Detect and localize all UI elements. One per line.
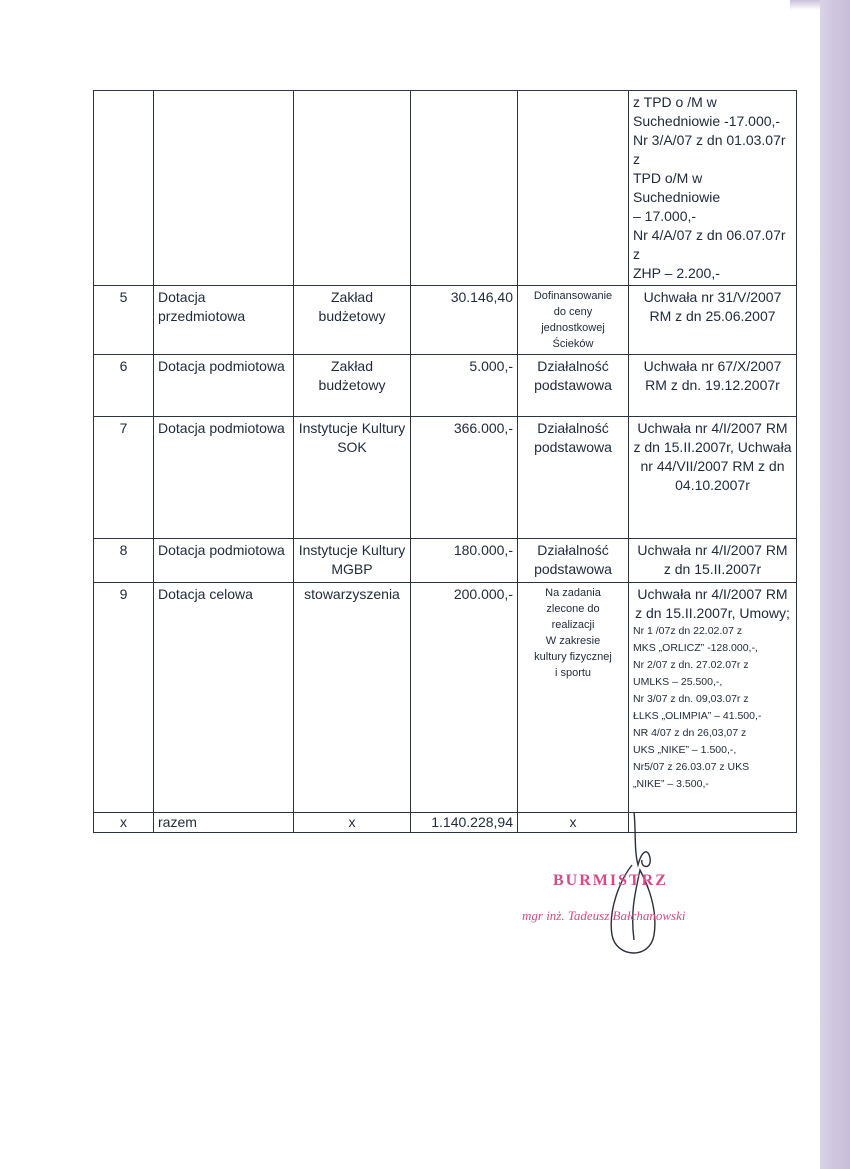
subsidy-type: Dotacja podmiotowa [154, 355, 294, 417]
basis-line: UMLKS – 25.500,-, [633, 676, 723, 688]
amount: 5.000,- [411, 355, 518, 417]
amount: 366.000,- [411, 417, 518, 539]
basis-line: Nr 1 /07z dn 22.02.07 z [633, 625, 743, 637]
subsidy-type [154, 91, 294, 286]
purpose-line: Dofinansowanie [533, 290, 613, 302]
total-label: razem [154, 813, 294, 833]
purpose: Działalność podstawowa [518, 355, 629, 417]
basis-line: TPD o/M w Suchedniowie [633, 170, 721, 205]
recipient: Zakład budżetowy [294, 286, 411, 355]
basis-line: ZHP – 2.200,- [633, 265, 720, 281]
legal-basis: Uchwała nr 31/V/2007 RM z dn 25.06.2007 [629, 286, 797, 355]
recipient [294, 91, 411, 286]
table-row [94, 539, 797, 583]
purpose-line: Na zadania [545, 587, 601, 599]
table-row [94, 583, 797, 813]
recipient: Zakład budżetowy [294, 355, 411, 417]
row-number [94, 91, 154, 286]
legal-basis [629, 583, 797, 813]
recipient: x [294, 813, 411, 833]
recipient: Instytucje Kultury SOK [294, 417, 411, 539]
signature-stroke [634, 812, 650, 867]
row-number: x [94, 813, 154, 833]
amount: 200.000,- [411, 583, 518, 813]
purpose: x [518, 813, 629, 833]
subsidy-type: Dotacja podmiotowa [154, 417, 294, 539]
purpose: Działalność podstawowa [518, 539, 629, 583]
legal-basis: Uchwała nr 4/I/2007 RM z dn 15.II.2007r [629, 539, 797, 583]
amount: 30.146,40 [411, 286, 518, 355]
total-row [94, 813, 797, 833]
table-row [94, 355, 797, 417]
row-number: 6 [94, 355, 154, 417]
stamp-name: mgr inż. Tadeusz Bałchanowski [522, 908, 686, 923]
scan-edge-right [820, 0, 850, 1169]
basis-line: MKS „ORLICZ” -128.000,-, [633, 642, 758, 654]
recipient: stowarzyszenia [294, 583, 411, 813]
purpose-line: zlecone do [546, 603, 600, 615]
purpose-line: kultury fizycznej [534, 651, 612, 663]
basis-line: „NIKE” – 3.500,- [633, 778, 709, 790]
subsidy-type: Dotacja celowa [154, 583, 294, 813]
basis-main: Uchwała nr 4/I/2007 RM z dn 15.II.2007r, Umowy; [635, 586, 790, 621]
legal-basis [629, 91, 797, 286]
purpose-line: realizacji [551, 619, 595, 631]
amount: 180.000,- [411, 539, 518, 583]
subsidy-table [93, 90, 797, 833]
basis-line: Suchedniowie -17.000,- [633, 113, 781, 129]
row-number: 5 [94, 286, 154, 355]
basis-line: NR 4/07 z dn 26,03,07 z [633, 727, 747, 739]
amount [411, 91, 518, 286]
basis-line: Nr 2/07 z dn. 27.02.07r z [633, 659, 749, 671]
basis-line: z TPD o /M w [633, 94, 717, 110]
purpose-line: W zakresie [545, 635, 601, 647]
purpose-line: Ścieków [552, 338, 594, 350]
stamp-title: BURMISTRZ [553, 872, 668, 889]
basis-line: Nr 4/A/07 z dn 06.07.07r z [633, 227, 786, 262]
row-number: 7 [94, 417, 154, 539]
purpose-line: i sportu [554, 667, 592, 679]
purpose-line: jednostkowej [541, 322, 605, 334]
basis-line: Nr5/07 z 26.03.07 z UKS [633, 761, 750, 773]
basis-line: UKS „NIKE” – 1.500,-, [633, 744, 737, 756]
recipient: Instytucje Kultury MGBP [294, 539, 411, 583]
purpose [518, 91, 629, 286]
basis-line: ŁLKS „OLIMPIA” – 41.500,- [633, 710, 762, 722]
purpose [518, 583, 629, 813]
row-number: 8 [94, 539, 154, 583]
purpose [518, 286, 629, 355]
subsidy-type: Dotacja przedmiotowa [154, 286, 294, 355]
legal-basis: Uchwała nr 4/I/2007 RM z dn 15.II.2007r, Uchwała nr 44/VII/2007 RM z dn 04.10.2007r [629, 417, 797, 539]
table-row [94, 286, 797, 355]
purpose: Działalność podstawowa [518, 417, 629, 539]
basis-line: Nr 3/A/07 z dn 01.03.07r z [633, 132, 786, 167]
total-amount: 1.140.228,94 [411, 813, 518, 833]
table-row [94, 417, 797, 539]
row-number: 9 [94, 583, 154, 813]
legal-basis: Uchwała nr 67/X/2007 RM z dn. 19.12.2007r [629, 355, 797, 417]
table-row [94, 91, 797, 286]
purpose-line: do ceny [553, 306, 593, 318]
subsidy-type: Dotacja podmiotowa [154, 539, 294, 583]
basis-line: Nr 3/07 z dn. 09,03.07r z [633, 693, 749, 705]
basis-line: – 17.000,- [633, 208, 697, 224]
